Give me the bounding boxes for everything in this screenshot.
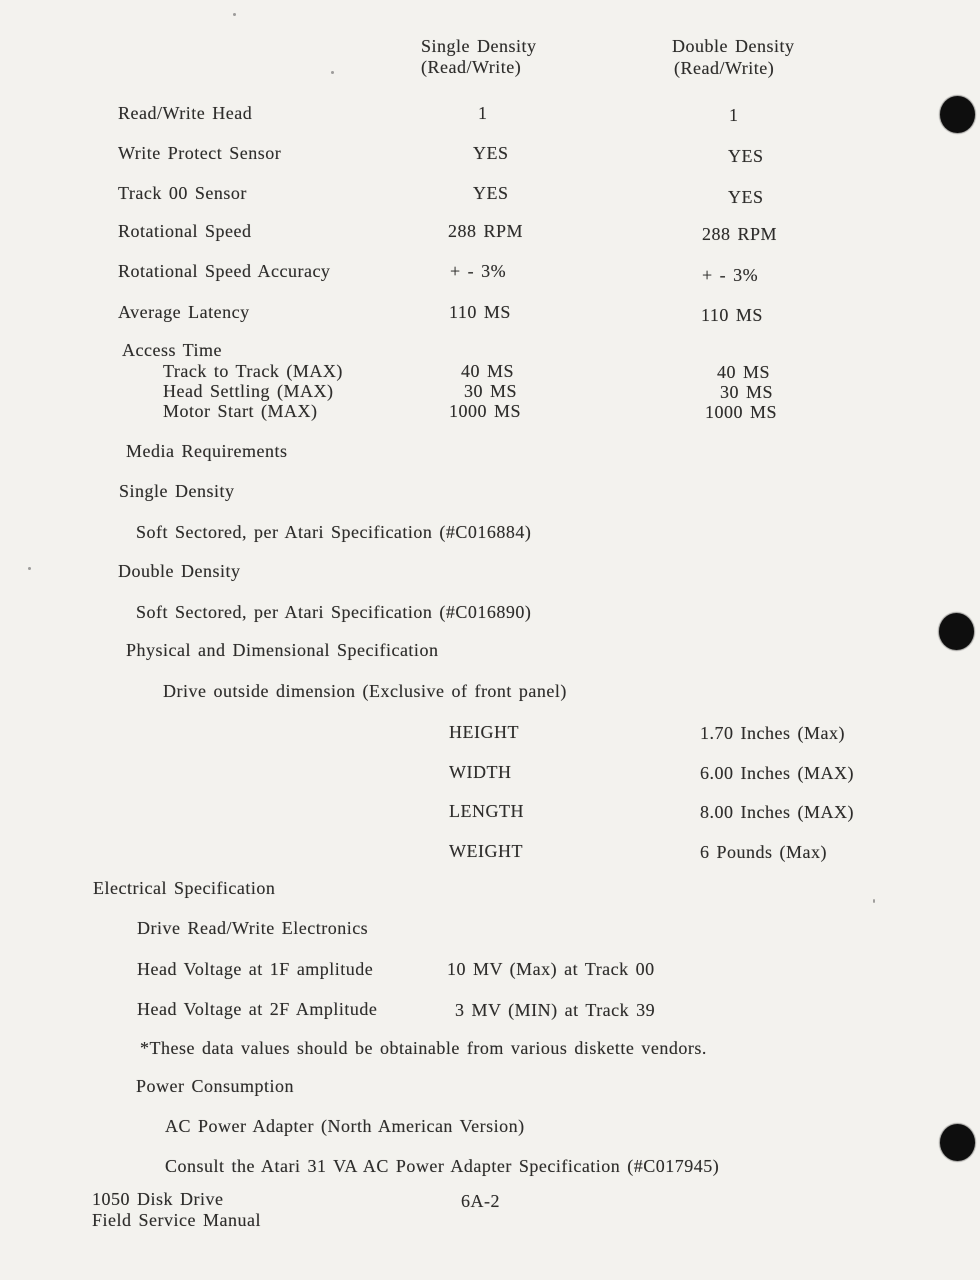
head-voltage-1f-label: Head Voltage at 1F amplitude xyxy=(137,959,374,979)
media-double-density-spec: Soft Sectored, per Atari Specification (#C016890) xyxy=(136,602,532,622)
dim-value-width: 6.00 Inches (MAX) xyxy=(700,763,854,783)
head-voltage-1f-value: 10 MV (Max) at Track 00 xyxy=(447,959,655,979)
dim-value-length: 8.00 Inches (MAX) xyxy=(700,802,854,822)
head-voltage-2f-value: 3 MV (MIN) at Track 39 xyxy=(455,1000,656,1020)
value-sd-head-settling: 30 MS xyxy=(464,381,518,401)
dim-label-length: LENGTH xyxy=(449,801,524,821)
row-label-motor-start: Motor Start (MAX) xyxy=(163,401,318,421)
footer-doc-title-line1: 1050 Disk Drive xyxy=(92,1189,224,1209)
value-dd-motor-start: 1000 MS xyxy=(705,402,778,422)
col-header-single-density-line1: Single Density xyxy=(421,36,537,56)
physical-spec-subtitle: Drive outside dimension (Exclusive of front panel) xyxy=(163,681,567,701)
scan-speck xyxy=(331,71,334,74)
row-label-track-00-sensor: Track 00 Sensor xyxy=(118,183,247,203)
value-sd-read-write-head: 1 xyxy=(478,103,488,123)
dim-value-weight: 6 Pounds (Max) xyxy=(700,842,827,862)
col-header-double-density-line2: (Read/Write) xyxy=(674,58,775,78)
scan-speck xyxy=(28,567,31,570)
scan-speck xyxy=(233,13,236,16)
row-label-rotational-speed-accuracy: Rotational Speed Accuracy xyxy=(118,261,331,281)
punch-dot-top xyxy=(940,96,975,133)
value-dd-speed-accuracy: + - 3% xyxy=(702,265,759,285)
row-label-read-write-head: Read/Write Head xyxy=(118,103,253,123)
ac-power-adapter-line: AC Power Adapter (North American Version) xyxy=(165,1116,525,1136)
electrical-subtitle: Drive Read/Write Electronics xyxy=(137,918,369,938)
media-requirements-title: Media Requirements xyxy=(126,441,288,461)
value-dd-head-settling: 30 MS xyxy=(720,382,774,402)
row-label-access-time: Access Time xyxy=(122,340,223,360)
footer-doc-title-line2: Field Service Manual xyxy=(92,1210,261,1230)
value-dd-track-to-track: 40 MS xyxy=(717,362,771,382)
value-sd-track-to-track: 40 MS xyxy=(461,361,515,381)
dim-label-height: HEIGHT xyxy=(449,722,519,742)
value-dd-track-00: YES xyxy=(728,187,764,207)
value-sd-average-latency: 110 MS xyxy=(449,302,511,322)
media-double-density-heading: Double Density xyxy=(118,561,241,581)
electrical-spec-title: Electrical Specification xyxy=(93,878,276,898)
value-dd-average-latency: 110 MS xyxy=(701,305,763,325)
row-label-head-settling: Head Settling (MAX) xyxy=(163,381,334,401)
row-label-average-latency: Average Latency xyxy=(118,302,250,322)
value-sd-speed-accuracy: + - 3% xyxy=(450,261,507,281)
media-single-density-heading: Single Density xyxy=(119,481,235,501)
power-consumption-title: Power Consumption xyxy=(136,1076,295,1096)
dim-label-width: WIDTH xyxy=(449,762,512,782)
value-sd-motor-start: 1000 MS xyxy=(449,401,522,421)
consult-spec-line: Consult the Atari 31 VA AC Power Adapter Specification (#C017945) xyxy=(165,1156,720,1176)
value-sd-rotational-speed: 288 RPM xyxy=(448,221,524,241)
value-sd-write-protect: YES xyxy=(473,143,509,163)
col-header-double-density-line1: Double Density xyxy=(672,36,795,56)
col-header-single-density-line2: (Read/Write) xyxy=(421,57,522,77)
punch-dot-middle xyxy=(939,613,974,650)
dim-value-height: 1.70 Inches (Max) xyxy=(700,723,845,743)
head-voltage-2f-label: Head Voltage at 2F Amplitude xyxy=(137,999,378,1019)
row-label-write-protect-sensor: Write Protect Sensor xyxy=(118,143,282,163)
physical-spec-title: Physical and Dimensional Specification xyxy=(126,640,439,660)
value-dd-read-write-head: 1 xyxy=(729,105,739,125)
scan-speck xyxy=(873,899,875,903)
media-single-density-spec: Soft Sectored, per Atari Specification (#C016884) xyxy=(136,522,532,542)
row-label-rotational-speed: Rotational Speed xyxy=(118,221,252,241)
value-dd-rotational-speed: 288 RPM xyxy=(702,224,778,244)
value-dd-write-protect: YES xyxy=(728,146,764,166)
diskette-vendors-note: *These data values should be obtainable from various diskette vendors. xyxy=(140,1038,707,1058)
footer-page-number: 6A-2 xyxy=(461,1191,500,1211)
value-sd-track-00: YES xyxy=(473,183,509,203)
punch-dot-bottom xyxy=(940,1124,975,1161)
dim-label-weight: WEIGHT xyxy=(449,841,523,861)
row-label-track-to-track: Track to Track (MAX) xyxy=(163,361,343,381)
